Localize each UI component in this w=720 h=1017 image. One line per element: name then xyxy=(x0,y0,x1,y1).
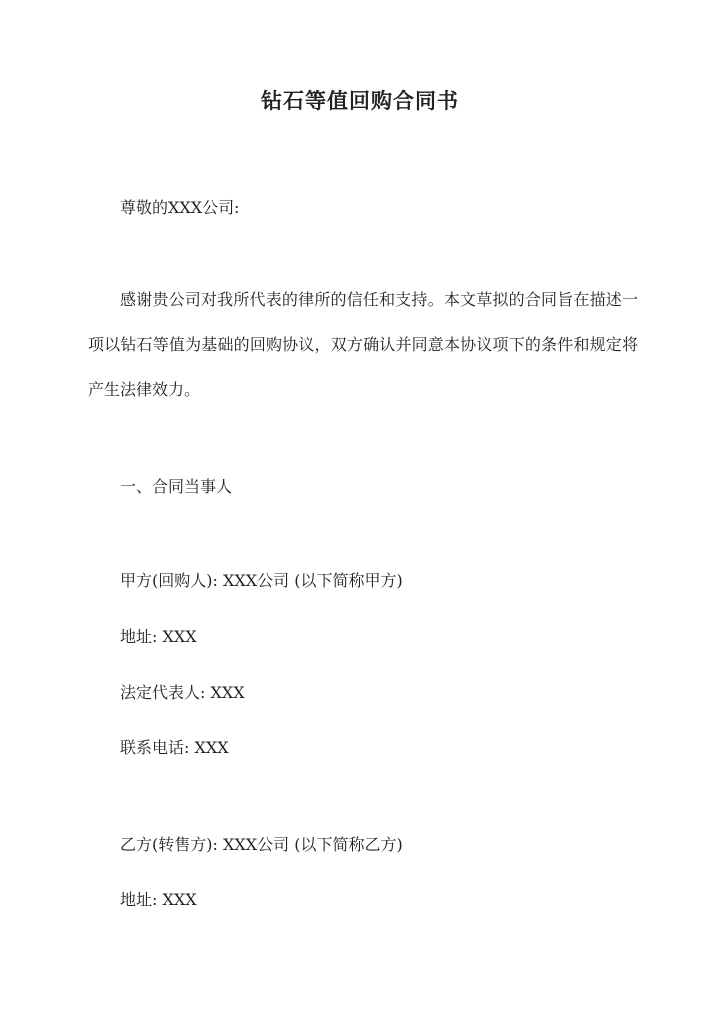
party-a-address: 地址: XXX xyxy=(120,627,197,646)
intro-paragraph: 感谢贵公司对我所代表的律所的信任和支持。本文草拟的合同旨在描述一项以钻石等值为基础的回购协议，双方确认并同意本协议项下的条件和规定将产生法律效力。 xyxy=(88,290,638,399)
party-b-name: 乙方(转售方): XXX公司 (以下简称乙方) xyxy=(120,835,403,854)
salutation: 尊敬的XXX公司: xyxy=(120,198,240,217)
party-b-address: 地址: XXX xyxy=(120,890,197,909)
party-a-legal-representative: 法定代表人: XXX xyxy=(120,683,245,702)
party-a-name: 甲方(回购人): XXX公司 (以下简称甲方) xyxy=(120,571,403,590)
document-title: 钻石等值回购合同书 xyxy=(261,88,459,113)
section-heading-parties: 一、合同当事人 xyxy=(120,477,233,496)
party-a-phone: 联系电话: XXX xyxy=(120,738,229,757)
